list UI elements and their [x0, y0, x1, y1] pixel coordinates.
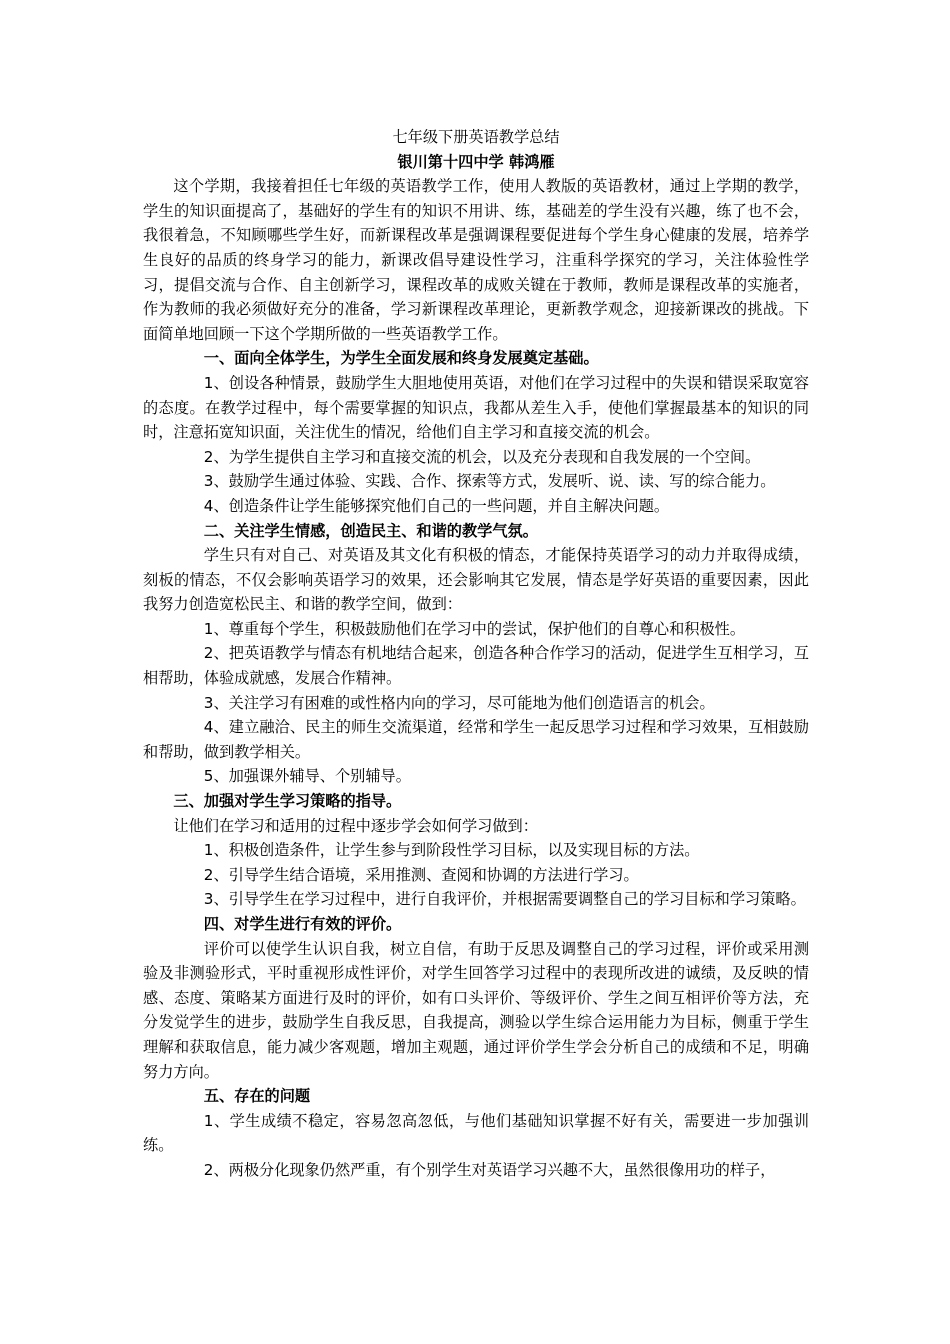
list-item: 4、建立融洽、民主的师生交流渠道，经常和学生一起反思学习过程和学习效果，互相鼓励和帮助，做到教学相关。 — [143, 718, 809, 761]
list-item: 3、引导学生在学习过程中，进行自我评价，并根据需要调整自己的学习目标和学习策略。 — [203, 890, 806, 909]
list-item: 3、关注学习有困难的或性格内向的学习，尽可能地为他们创造语言的机会。 — [203, 693, 715, 712]
list-item: 2、把英语教学与情态有机地结合起来，创造各种合作学习的活动，促进学生互相学习，互相帮助，体验成就感，发展合作精神。 — [143, 644, 809, 688]
intro-paragraph: 这个学期，我接着担任七年级的英语教学工作，使用人教版的英语教材，通过上学期的教学，学生的知识面提高了，基础好的学生有的知识不用讲、练，基础差的学生没有兴趣，练了也不会，我很着急，不知顾哪些学生好，而新课程改革是强调课程要促进每个学生身心健康的发展，培养学生良好的品质的终身学习的能力，新课改倡导建设性学习，注重科学探究的学习，关注体验性学习，提倡交流与合作、自主创新学习，课程改革的成败关键在于教师，教师是课程改革的实施者，作为教师的我必须做好充分的准备，学习新课程改革理论，更新教学观念，迎接新课改的挑战。下面简单地回顾一下这个学期所做的一些英语教学工作。 — [143, 177, 809, 343]
list-item: 1、创设各种情景，鼓励学生大胆地使用英语，对他们在学习过程中的失误和错误采取宽容的态度。在教学过程中，每个需要掌握的知识点，我都从差生入手，使他们掌握最基本的知识的同时，注意拓宽知识面，关注优生的情况，给他们自主学习和直接交流的机会。 — [143, 373, 809, 442]
list-item: 1、积极创造条件，让学生参与到阶段性学习目标，以及实现目标的方法。 — [203, 841, 700, 860]
list-item: 5、加强课外辅导、个别辅导。 — [203, 767, 411, 786]
body-paragraph: 评价可以使学生认识自我，树立自信，有助于反思及调整自己的学习过程，评价或采用测验及非测验形式，平时重视形成性评价，对学生回答学习过程中的表现所改进的诚绩，及反映的情感、态度、策略某方面进行及时的评价，如有口头评价、等级评价、学生之间互相评价等方法，充分发觉学生的进步，鼓励学生自我反思，自我提高，测验以学生综合运用能力为目标，侧重于学生理解和获取信息，能力减少客观题，增加主观题，通过评价学生学会分析自己的成绩和不足，明确努力方向。 — [143, 939, 809, 1081]
body-paragraph: 学生只有对自己、对英语及其文化有积极的情态，才能保持英语学习的动力并取得成绩，刻板的情态，不仅会影响英语学习的效果，还会影响其它发展，情态是学好英语的重要因素，因此我努力创造宽松民主、和谐的教学空间，做到： — [143, 546, 809, 614]
body-paragraph: 让他们在学习和适用的过程中逐步学会如何学习做到： — [173, 816, 538, 835]
list-item: 2、为学生提供自主学习和直接交流的机会，以及充分表现和自我发展的一个空间。 — [203, 447, 761, 466]
list-item: 2、两极分化现象仍然严重，有个别学生对英语学习兴趣不大，虽然很像用功的样子， — [203, 1160, 776, 1179]
section-heading-3: 三、加强对学生学习策略的指导。 — [173, 792, 402, 811]
section-heading-5: 五、存在的问题 — [203, 1087, 311, 1106]
document-title: 七年级下册英语教学总结 — [392, 128, 560, 146]
section-heading-2: 二、关注学生情感，创造民主、和谐的教学气氛。 — [203, 521, 538, 540]
list-item: 4、创造条件让学生能够探究他们自己的一些问题，并自主解决问题。 — [203, 496, 670, 515]
list-item: 3、鼓励学生通过体验、实践、合作、探索等方式，发展听、说、读、写的综合能力。 — [203, 472, 776, 491]
section-heading-4: 四、对学生进行有效的评价。 — [203, 915, 402, 933]
list-item: 2、引导学生结合语境，采用推测、查阅和协调的方法进行学习。 — [203, 865, 639, 884]
document-page — [143, 125, 809, 1183]
list-item: 1、学生成绩不稳定，容易忽高忽低，与他们基础知识掌握不好有关，需要进一步加强训练。 — [143, 1111, 809, 1155]
document-subtitle: 银川第十四中学 韩鸿雁 — [397, 152, 555, 171]
list-item: 1、尊重每个学生，积极鼓励他们在学习中的尝试，保护他们的自尊心和积极性。 — [203, 619, 746, 638]
section-heading-1: 一、面向全体学生，为学生全面发展和终身发展奠定基础。 — [203, 349, 599, 368]
